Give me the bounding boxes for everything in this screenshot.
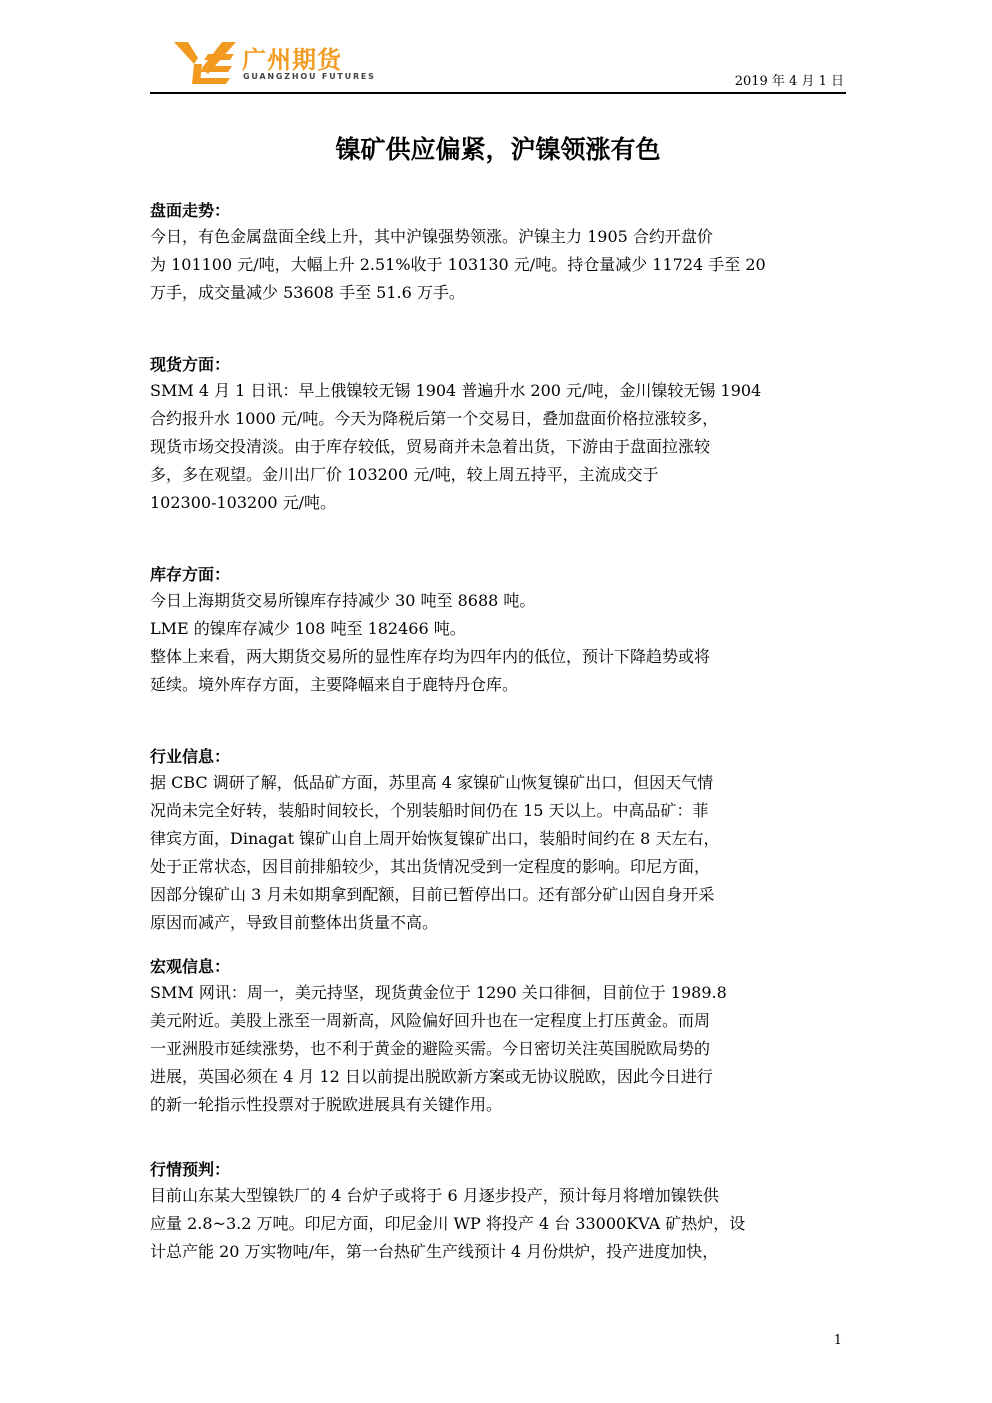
body-line: 况尚未完全好转，装船时间较长，个别装船时间仍在 15 天以上。中高品矿：菲 (150, 801, 709, 820)
section-heading: 现货方面： (150, 355, 231, 374)
ye-logo-icon (174, 40, 238, 86)
body-line: 为 101100 元/吨，大幅上升 2.51%收于 103130 元/吨。持仓量减少 11724 手至 20 (150, 255, 766, 274)
body-line: 延续。境外库存方面，主要降幅来自于鹿特丹仓库。 (150, 675, 519, 694)
section-heading: 行业信息： (150, 747, 231, 766)
section-body (150, 1182, 842, 1266)
page-number: 1 (833, 1333, 842, 1348)
body-line: 多，多在观望。金川出厂价 103200 元/吨，较上周五持平，主流成交于 (150, 465, 659, 484)
body-line: SMM 4 月 1 日讯：早上俄镍较无锡 1904 普遍升水 200 元/吨，金川镍较无锡 1904 (150, 381, 762, 400)
section-body (150, 377, 842, 517)
body-line: 计总产能 20 万实物吨/年，第一台热矿生产线预计 4 月份烘炉，投产进度加快， (150, 1242, 719, 1261)
section-industry (150, 745, 842, 937)
section-body (150, 769, 842, 937)
section-heading: 行情预判： (150, 1160, 231, 1179)
body-line: 应量 2.8~3.2 万吨。印尼方面，印尼金川 WP 将投产 4 台 33000KVA 矿热炉，设 (150, 1214, 746, 1233)
report-date: 2019 年 4 月 1 日 (734, 74, 844, 89)
logo-english-name: GUANGZHOU FUTURES (243, 72, 376, 81)
body-line: 处于正常状态，因目前排船较少，其出货情况受到一定程度的影响。印尼方面， (150, 857, 711, 876)
body-line: 据 CBC 调研了解，低品矿方面，苏里高 4 家镍矿山恢复镍矿出口，但因天气情 (150, 773, 714, 792)
section-market-trend (150, 199, 842, 307)
section-body (150, 223, 842, 307)
body-line: SMM 网讯：周一，美元持坚，现货黄金位于 1290 关口徘徊，目前位于 1989.8 (150, 983, 727, 1002)
body-line: 合约报升水 1000 元/吨。今天为降税后第一个交易日，叠加盘面价格拉涨较多， (150, 409, 719, 428)
section-heading: 库存方面： (150, 565, 231, 584)
body-line: 现货市场交投清淡。由于库存较低，贸易商并未急着出货，下游由于盘面拉涨较 (150, 437, 711, 456)
body-line: 一亚洲股市延续涨势，也不利于黄金的避险买需。今日密切关注英国脱欧局势的 (150, 1039, 711, 1058)
body-line: 进展，英国必须在 4 月 12 日以前提出脱欧新方案或无协议脱欧，因此今日进行 (150, 1067, 713, 1086)
body-line: 今日，有色金属盘面全线上升，其中沪镍强势领涨。沪镍主力 1905 合约开盘价 (150, 227, 713, 246)
body-line: 美元附近。美股上涨至一周新高，风险偏好回升也在一定程度上打压黄金。而周 (150, 1011, 711, 1030)
logo-chinese-name: 广州期货 (242, 46, 342, 74)
header-divider (150, 92, 846, 94)
document-title: 镍矿供应偏紧，沪镍领涨有色 (335, 135, 661, 164)
body-line: 律宾方面，Dinagat 镍矿山自上周开始恢复镍矿出口，装船时间约在 8 天左右， (150, 829, 720, 848)
section-heading: 宏观信息： (150, 957, 231, 976)
body-line: 因部分镍矿山 3 月未如期拿到配额，目前已暂停出口。还有部分矿山因自身开采 (150, 885, 715, 904)
body-line: 万手，成交量减少 53608 手至 51.6 万手。 (150, 283, 465, 302)
section-macro (150, 955, 842, 1119)
section-body (150, 587, 842, 699)
body-line: 目前山东某大型镍铁厂的 4 台炉子或将于 6 月逐步投产，预计每月将增加镍铁供 (150, 1186, 719, 1205)
body-line: LME 的镍库存减少 108 吨至 182466 吨。 (150, 619, 466, 638)
body-line: 原因而减产，导致目前整体出货量不高。 (150, 913, 439, 932)
body-line: 今日上海期货交易所镍库存持减少 30 吨至 8688 吨。 (150, 591, 536, 610)
section-spot (150, 353, 842, 517)
section-inventory (150, 563, 842, 699)
company-logo (174, 40, 384, 86)
section-body (150, 979, 842, 1119)
section-heading: 盘面走势： (150, 201, 231, 220)
page-header (150, 36, 846, 96)
body-line: 整体上来看，两大期货交易所的显性库存均为四年内的低位，预计下降趋势或将 (150, 647, 711, 666)
section-outlook (150, 1158, 842, 1266)
body-line: 102300-103200 元/吨。 (150, 493, 337, 512)
body-line: 的新一轮指示性投票对于脱欧进展具有关键作用。 (150, 1095, 503, 1114)
